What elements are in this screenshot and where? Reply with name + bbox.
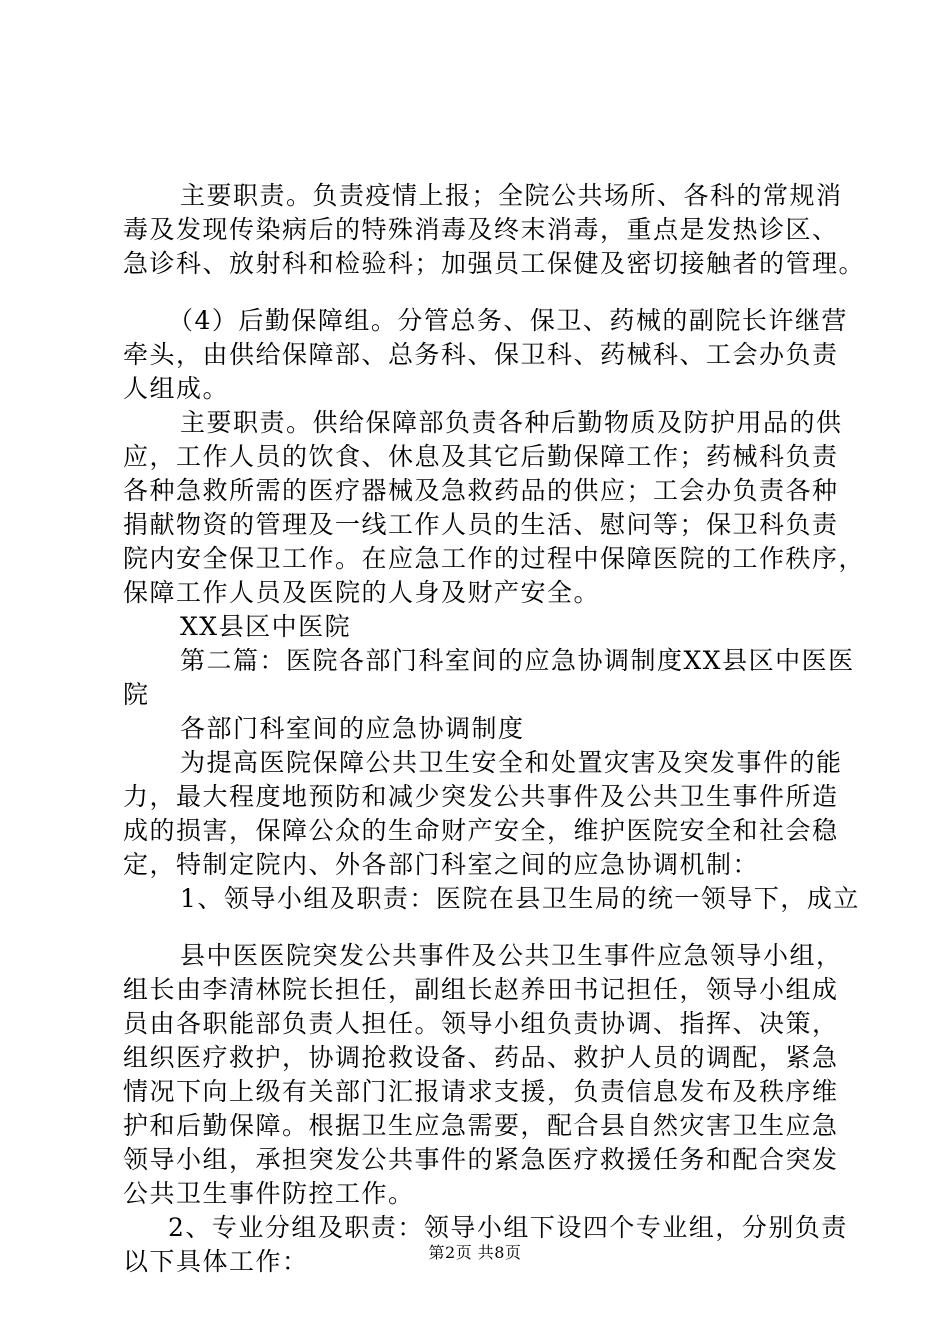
text-line: 主要职责。供给保障部负责各种后勤物质及防护用品的供 bbox=[180, 408, 843, 437]
text-line: 应，工作人员的饮食、休息及其它后勤保障工作；药械科负责 bbox=[123, 442, 839, 471]
text-line: 第二篇：医院各部门科室间的应急协调制度XX县区中医医 bbox=[180, 646, 855, 675]
text-line: 成的损害，保障公众的生命财产安全，维护医院安全和社会稳 bbox=[123, 816, 839, 845]
text-line: 各种急救所需的医疗器械及急救药品的供应；工会办负责各种 bbox=[123, 476, 839, 505]
text-line: 组长由李清林院长担任，副组长赵养田书记担任，领导小组成 bbox=[123, 975, 839, 1004]
page-number-footer: 第2页 共8页 bbox=[428, 1243, 522, 1262]
text-line: 各部门科室间的应急协调制度 bbox=[180, 714, 525, 743]
text-line: 毒及发现传染病后的特殊消毒及终末消毒，重点是发热诊区、 bbox=[123, 215, 839, 244]
text-line: 人组成。 bbox=[123, 374, 230, 403]
text-line: 力，最大程度地预防和减少突发公共事件及公共卫生事件所造 bbox=[123, 782, 839, 811]
text-line: 以下具体工作： bbox=[123, 1247, 309, 1276]
text-line: 为提高医院保障公共卫生安全和处置灾害及突发事件的能 bbox=[180, 748, 843, 777]
text-line: 领导小组，承担突发公共事件的紧急医疗救援任务和配合突发 bbox=[123, 1145, 839, 1174]
text-line: 急诊科、放射科和检验科；加强员工保健及密切接触者的管理。 bbox=[123, 249, 866, 278]
text-line: 护和后勤保障。根据卫生应急需要，配合县自然灾害卫生应急 bbox=[123, 1111, 839, 1140]
text-line: 保障工作人员及医院的人身及财产安全。 bbox=[123, 578, 601, 607]
text-line: 定，特制定院内、外各部门科室之间的应急协调机制： bbox=[123, 850, 760, 879]
text-line: 牵头，由供给保障部、总务科、保卫科、药械科、工会办负责 bbox=[123, 340, 839, 369]
text-line: 员由各职能部负责人担任。领导小组负责协调、指挥、决策， bbox=[123, 1009, 839, 1038]
text-line: 县中医医院突发公共事件及公共卫生事件应急领导小组， bbox=[180, 941, 843, 970]
text-line: 院内安全保卫工作。在应急工作的过程中保障医院的工作秩序， bbox=[123, 544, 866, 573]
text-line: XX县区中医院 bbox=[180, 612, 352, 641]
text-line: 1、领导小组及职责：医院在县卫生局的统一领导下，成立 bbox=[180, 884, 860, 913]
text-line: （4）后勤保障组。分管总务、保卫、药械的副院长许继营 bbox=[168, 306, 848, 335]
text-line: 公共卫生事件防控工作。 bbox=[123, 1179, 415, 1208]
text-line: 情况下向上级有关部门汇报请求支援，负责信息发布及秩序维 bbox=[123, 1077, 839, 1106]
text-line: 院 bbox=[123, 680, 150, 709]
text-line: 2、专业分组及职责：领导小组下设四个专业组，分别负责 bbox=[168, 1213, 848, 1242]
text-line: 组织医疗救护，协调抢救设备、药品、救护人员的调配，紧急 bbox=[123, 1043, 839, 1072]
text-line: 主要职责。负责疫情上报；全院公共场所、各科的常规消 bbox=[180, 181, 843, 210]
text-line: 捐献物资的管理及一线工作人员的生活、慰问等；保卫科负责 bbox=[123, 510, 839, 539]
